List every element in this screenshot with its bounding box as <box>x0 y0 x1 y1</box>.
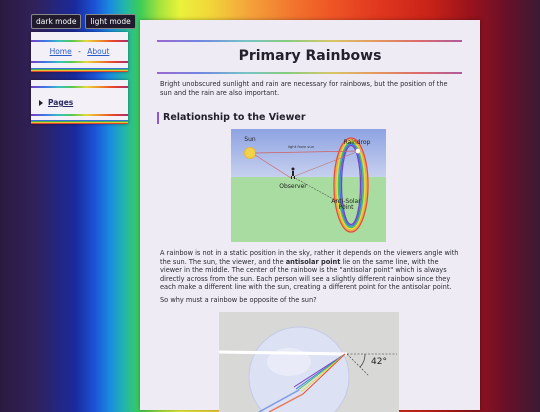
pages-rainbow-bar <box>31 120 128 124</box>
viewer-diagram <box>231 129 386 242</box>
title-bottom-rule <box>157 72 462 74</box>
theme-toggle-bar <box>31 14 136 29</box>
antisolar-point-term: antisolar point <box>285 257 341 266</box>
question-paragraph: So why must a rainbow be opposite of the sun? <box>160 296 317 304</box>
antisolar-label-line2: Point <box>338 204 354 211</box>
light-from-sun-label: light from sun <box>287 144 315 149</box>
raindrop-diagram <box>219 312 399 412</box>
nav-card <box>31 32 128 72</box>
viewer-paragraph <box>160 249 460 292</box>
antisolar-label-line1: Anti-Solar <box>331 198 361 205</box>
pages-label: Pages <box>48 98 74 107</box>
about-link[interactable]: About <box>87 47 110 56</box>
home-link[interactable]: Home <box>49 47 72 56</box>
nav-separator: - <box>78 47 81 56</box>
intro-paragraph: Bright unobscured sunlight and rain are necessary for rainbows, but the position of the sun and the rain are also important. <box>160 80 448 97</box>
nav-rainbow-bar <box>31 68 128 72</box>
light-mode-button[interactable]: light mode <box>85 14 135 29</box>
observer-label: Observer <box>279 183 307 190</box>
viewer-paragraph-part1: A rainbow is not in a static position in the sky, rather it depends on the viewers angle with the sun. The sun, the viewer, and the <box>160 249 459 266</box>
raindrop-label: Raindrop <box>343 139 371 146</box>
viewer-paragraph-part2: lie on the same line, with the viewer in the middle. The center of the rainbow is the "antisolar point" which is always directly across from the sun. Each person will see a slightly different rainbow since they each make a different line with the sun, creating a different point for the antisolar point. <box>160 257 452 292</box>
expand-triangle-icon <box>39 100 43 106</box>
page-title: Primary Rainbows <box>238 48 382 64</box>
nav-top-divider <box>31 40 128 42</box>
pages-toggle[interactable] <box>31 88 128 107</box>
sun-label: Sun <box>244 136 256 143</box>
section-heading: Relationship to the Viewer <box>157 112 306 124</box>
angle-label: 42° <box>371 357 387 367</box>
viewer-diagram-figure <box>231 129 386 242</box>
pages-card <box>31 80 128 124</box>
article-panel <box>140 20 480 410</box>
nav-links <box>31 47 128 56</box>
title-top-rule <box>157 40 462 42</box>
dark-mode-button[interactable]: dark mode <box>31 14 81 29</box>
raindrop-angle-figure <box>219 312 399 412</box>
